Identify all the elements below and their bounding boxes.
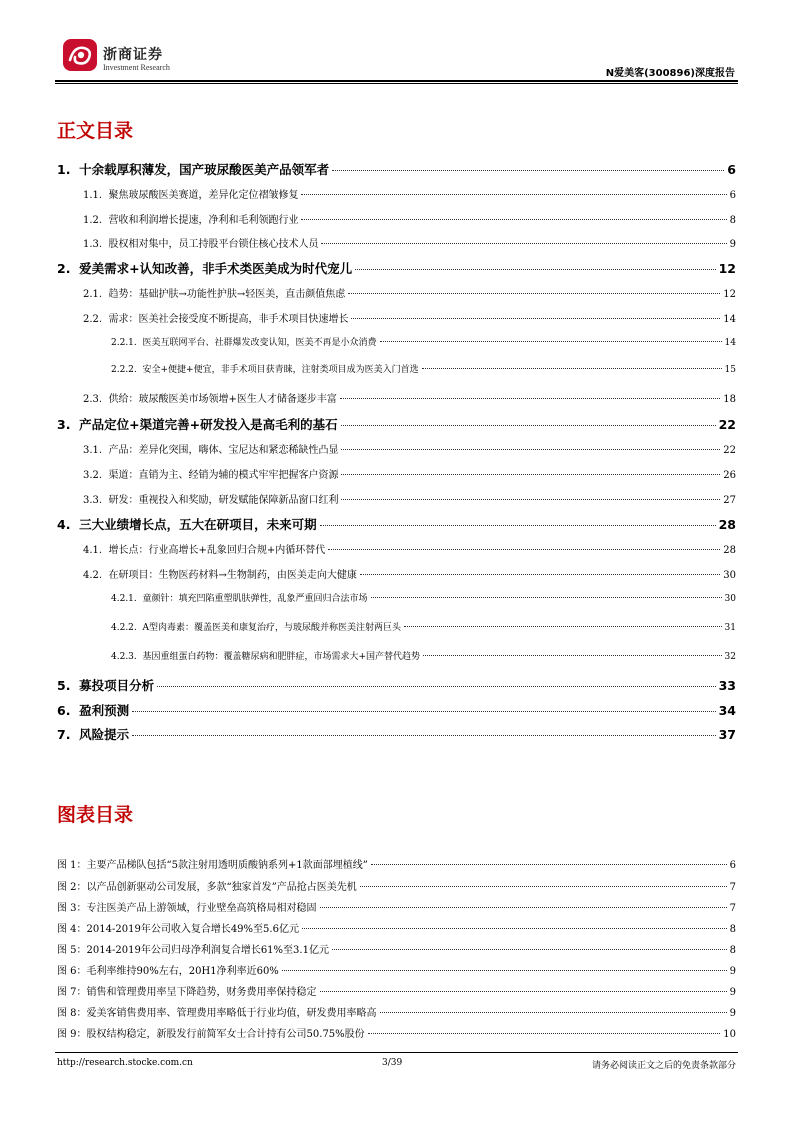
toc-item-5[interactable]: 5. 募投项目分析 33	[57, 678, 736, 693]
brand-name: 浙商证券	[103, 47, 163, 63]
toc-item-4[interactable]: 4. 三大业绩增长点，五大在研项目，未来可期 28	[57, 517, 736, 532]
figure-item-9[interactable]: 图 9：股权结构稳定，新股发行前简军女士合计持有公司50.75%股份 10	[57, 1029, 736, 1040]
toc-item-2[interactable]: 2. 爱美需求+认知改善，非手术类医美成为时代宠儿 12	[57, 261, 736, 276]
figure-item-8[interactable]: 图 8：爱美客销售费用率、管理费用率略低于行业均值，研发费用率略高 9	[57, 1008, 736, 1019]
toc-item-3-3[interactable]: 3.3. 研发：重视投入和奖励，研发赋能保障新品窗口红利 27	[83, 495, 736, 506]
toc-item-4-2-3[interactable]: 4.2.3. 基因重组蛋白药物：覆盖糖尿病和肥胖症，市场需求大+国产替代趋势 32	[111, 652, 736, 662]
footer-url[interactable]: http://research.stocke.com.cn	[57, 1058, 193, 1068]
page-number: 3/39	[382, 1058, 403, 1068]
figure-item-7[interactable]: 图 7：销售和管理费用率呈下降趋势，财务费用率保持稳定 9	[57, 987, 736, 998]
toc-item-4-2-1[interactable]: 4.2.1. 童颜针：填充凹陷重塑肌肤弹性，乱象严重回归合法市场 30	[111, 594, 736, 604]
figures-title: 图表目录	[57, 804, 134, 826]
toc-item-2-2-2[interactable]: 2.2.2. 安全+便捷+便宜，非手术项目获青睐，注射类项目成为医美入门首选 15	[111, 365, 736, 375]
figure-item-1[interactable]: 图 1：主要产品梯队包括“5款注射用透明质酸钠系列+1款面部埋植线” 6	[57, 860, 736, 871]
brand-logo-icon	[62, 38, 98, 72]
toc-item-1[interactable]: 1. 十余载厚积薄发，国产玻尿酸医美产品领军者 6	[57, 162, 736, 177]
toc-item-3[interactable]: 3. 产品定位+渠道完善+研发投入是高毛利的基石 22	[57, 417, 736, 432]
toc-item-1-1[interactable]: 1.1. 聚焦玻尿酸医美赛道，差异化定位褶皱修复 6	[83, 190, 736, 201]
header-divider-thin	[55, 83, 738, 84]
toc-item-4-1[interactable]: 4.1. 增长点：行业高增长+乱象回归合规+内循环替代 28	[83, 545, 736, 556]
figure-item-4[interactable]: 图 4：2014-2019年公司收入复合增长49%至5.6亿元 8	[57, 924, 736, 935]
figure-item-5[interactable]: 图 5：2014-2019年公司归母净利润复合增长61%至3.1亿元 8	[57, 945, 736, 956]
toc-item-7[interactable]: 7. 风险提示 37	[57, 727, 736, 742]
brand-subtitle: Investment Research	[103, 63, 170, 72]
toc-item-2-2-1[interactable]: 2.2.1. 医美互联网平台、社群爆发改变认知，医美不再是小众消费 14	[111, 338, 736, 348]
header-divider	[55, 80, 738, 82]
footer-divider	[55, 1052, 738, 1053]
footer-disclaimer: 请务必阅读正文之后的免责条款部分	[591, 1061, 736, 1071]
toc-item-1-2[interactable]: 1.2. 营收和利润增长提速，净利和毛利领跑行业 8	[83, 215, 736, 226]
report-title: N爱美客(300896)深度报告	[605, 68, 735, 79]
figure-item-2[interactable]: 图 2：以产品创新驱动公司发展，多款“独家首发”产品抢占医美先机 7	[57, 882, 736, 893]
toc-item-2-1[interactable]: 2.1. 趋势：基础护肤→功能性护肤→轻医美，直击颜值焦虑 12	[83, 289, 736, 300]
toc-item-3-2[interactable]: 3.2. 渠道：直销为主、经销为辅的模式牢牢把握客户资源 26	[83, 470, 736, 481]
toc-item-2-2[interactable]: 2.2. 需求：医美社会接受度不断提高，非手术项目快速增长 14	[83, 314, 736, 325]
toc-item-6[interactable]: 6. 盈利预测 34	[57, 703, 736, 718]
figure-item-6[interactable]: 图 6：毛利率维持90%左右，20H1净利率近60% 9	[57, 966, 736, 977]
figure-item-3[interactable]: 图 3：专注医美产品上游领域，行业壁垒高筑格局相对稳固 7	[57, 903, 736, 914]
toc-item-3-1[interactable]: 3.1. 产品：差异化突围，嗨体、宝尼达和紧恋稀缺性凸显 22	[83, 445, 736, 456]
toc-item-4-2-2[interactable]: 4.2.2. A型肉毒素：覆盖医美和康复治疗，与玻尿酸并称医美注射两巨头 31	[111, 623, 736, 633]
toc-item-2-3[interactable]: 2.3. 供给：玻尿酸医美市场领增+医生人才储备逐步丰富 18	[83, 394, 736, 405]
toc-title: 正文目录	[57, 120, 134, 142]
toc-item-4-2[interactable]: 4.2. 在研项目：生物医药材料→生物制药，由医美走向大健康 30	[83, 570, 736, 581]
toc-item-1-3[interactable]: 1.3. 股权相对集中，员工持股平台锁住核心技术人员 9	[83, 239, 736, 250]
